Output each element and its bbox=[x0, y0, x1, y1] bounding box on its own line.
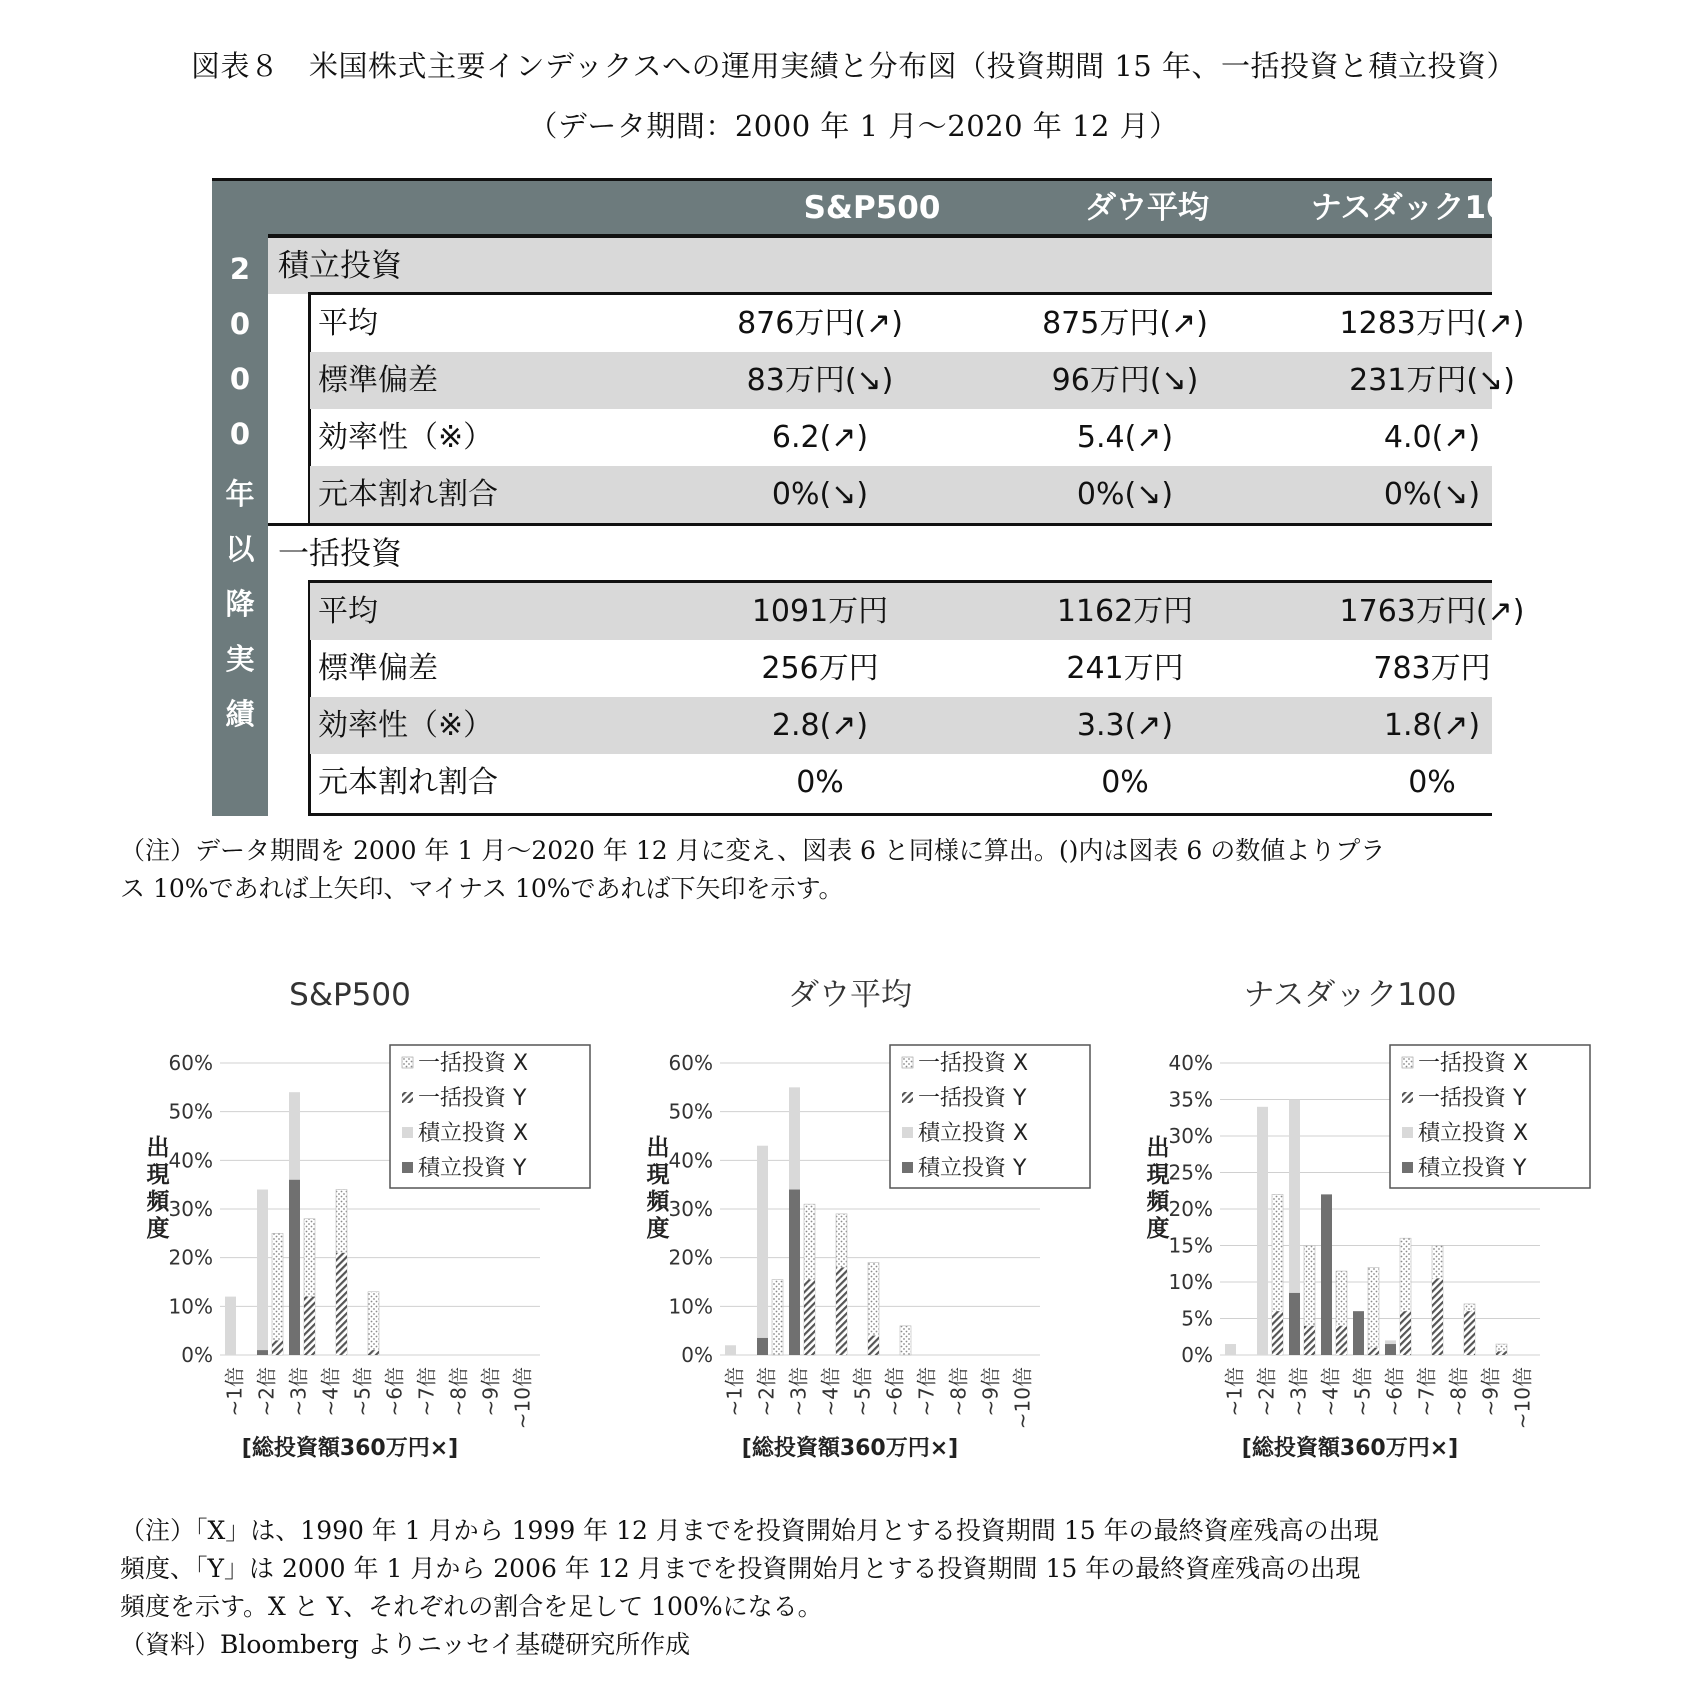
side-label-char: 実 bbox=[225, 642, 255, 676]
x-tick-label: ~10倍 bbox=[510, 1367, 535, 1430]
bar-ikkatsu-y bbox=[1336, 1326, 1347, 1355]
cell: 4.0(↗) bbox=[1383, 420, 1481, 455]
bar-ikkatsu-x bbox=[272, 1233, 283, 1355]
cell: 231万円(↘) bbox=[1349, 363, 1515, 398]
y-axis-label: 頻 bbox=[146, 1189, 170, 1215]
x-tick-label: ~6倍 bbox=[382, 1367, 407, 1417]
x-tick-label: ~1倍 bbox=[1222, 1367, 1247, 1417]
table-row bbox=[310, 352, 1515, 409]
bar-tsumitate-y bbox=[1385, 1344, 1396, 1355]
bar-tsumitate-x bbox=[257, 1190, 268, 1355]
bar-tsumitate-y bbox=[257, 1350, 268, 1355]
x-tick-label: ~5倍 bbox=[350, 1367, 375, 1417]
legend-label: 積立投資 X bbox=[1418, 1121, 1529, 1146]
side-label-char: 0 bbox=[229, 417, 251, 451]
table-row bbox=[310, 697, 1492, 754]
chart-title: ナスダック100 bbox=[1243, 977, 1457, 1013]
x-tick-label: ~3倍 bbox=[1286, 1367, 1311, 1417]
table-note bbox=[120, 832, 1600, 908]
bar-ikkatsu-y bbox=[336, 1253, 347, 1355]
x-tick-label: ~4倍 bbox=[318, 1367, 343, 1417]
side-label-char: 降 bbox=[225, 587, 255, 621]
legend-swatch bbox=[902, 1162, 913, 1173]
bar-ikkatsu-y bbox=[1400, 1311, 1411, 1355]
bar-ikkatsu-x bbox=[772, 1280, 783, 1355]
y-tick-label: 50% bbox=[168, 1099, 213, 1124]
x-tick-label: ~7倍 bbox=[914, 1367, 939, 1417]
x-tick-label: ~2倍 bbox=[254, 1367, 279, 1417]
table-note-line: （注）データ期間を 2000 年 1 月～2020 年 12 月に変え、図表 6 と同様に算出。()内は図表 6 の数値よりプラ bbox=[120, 836, 1386, 865]
legend-label: 一括投資 X bbox=[1418, 1051, 1529, 1076]
x-tick-label: ~8倍 bbox=[446, 1367, 471, 1417]
legend-swatch bbox=[1402, 1127, 1413, 1138]
bar-ikkatsu-y bbox=[836, 1267, 847, 1355]
x-tick-label: ~8倍 bbox=[946, 1367, 971, 1417]
y-tick-label: 50% bbox=[668, 1099, 713, 1124]
bar-tsumitate-y bbox=[289, 1180, 300, 1355]
legend-label: 一括投資 X bbox=[418, 1051, 529, 1076]
row-label: 元本割れ割合 bbox=[318, 477, 498, 512]
y-tick-label: 30% bbox=[1168, 1124, 1213, 1148]
cell: 1.8(↗) bbox=[1383, 708, 1481, 743]
bar-tsumitate-x bbox=[757, 1146, 768, 1355]
bar-tsumitate-y bbox=[1289, 1293, 1300, 1355]
side-label-char: 年 bbox=[225, 477, 255, 511]
chart-note-line: 頻度、「Y」は 2000 年 1 月から 2006 年 12 月までを投資開始月とする投資期間 15 年の最終資産残高の出現 bbox=[120, 1554, 1361, 1583]
legend-swatch bbox=[1402, 1162, 1413, 1173]
x-tick-label: ~2倍 bbox=[754, 1367, 779, 1417]
cell: 1091万円 bbox=[751, 594, 889, 629]
y-axis-label: 出 bbox=[1146, 1135, 1170, 1161]
cell: 783万円 bbox=[1373, 651, 1491, 686]
x-tick-label: ~4倍 bbox=[818, 1367, 843, 1417]
legend-label: 一括投資 X bbox=[918, 1051, 1029, 1076]
side-label-char: 績 bbox=[225, 697, 255, 731]
table-row bbox=[310, 409, 1492, 466]
col-header-dow: ダウ平均 bbox=[1085, 190, 1209, 226]
y-axis-label: 出 bbox=[146, 1135, 170, 1161]
legend-label: 一括投資 Y bbox=[418, 1086, 527, 1111]
y-tick-label: 20% bbox=[168, 1245, 213, 1270]
bar-tsumitate-x bbox=[1257, 1107, 1268, 1355]
x-tick-label: ~3倍 bbox=[786, 1367, 811, 1417]
cell: 2.8(↗) bbox=[771, 708, 869, 743]
y-tick-label: 10% bbox=[168, 1294, 213, 1319]
x-tick-label: ~8倍 bbox=[1446, 1367, 1471, 1417]
bar-ikkatsu-y bbox=[1432, 1278, 1443, 1355]
cell: 96万円(↘) bbox=[1051, 363, 1199, 398]
table-bottom-rule bbox=[310, 813, 1492, 816]
y-tick-label: 0% bbox=[181, 1343, 213, 1367]
side-label-bar bbox=[212, 236, 268, 816]
figure-title: 図表８ 米国株式主要インデックスへの運用実績と分布図（投資期間 15 年、一括投資と積立投資） bbox=[191, 49, 1516, 83]
x-tick-label: ~1倍 bbox=[722, 1367, 747, 1417]
cell: 6.2(↗) bbox=[771, 420, 869, 455]
legend-swatch bbox=[402, 1057, 413, 1068]
y-axis-label: 度 bbox=[146, 1216, 170, 1242]
table-row bbox=[310, 295, 1525, 352]
cell: 241万円 bbox=[1066, 651, 1184, 686]
y-tick-label: 10% bbox=[1168, 1270, 1213, 1294]
table-note-line: ス 10%であれば上矢印、マイナス 10%であれば下矢印を示す。 bbox=[120, 874, 844, 903]
bar-tsumitate-y bbox=[1321, 1194, 1332, 1355]
y-axis-label: 頻 bbox=[1146, 1189, 1170, 1215]
row-label: 平均 bbox=[318, 594, 378, 629]
legend-swatch bbox=[1402, 1092, 1413, 1103]
x-tick-label: ~1倍 bbox=[222, 1367, 247, 1417]
performance-table bbox=[212, 178, 1530, 816]
chart-note bbox=[120, 1512, 1600, 1664]
y-axis-label: 出 bbox=[646, 1135, 670, 1161]
col-header-sp500: S&P500 bbox=[803, 190, 941, 226]
legend-swatch bbox=[902, 1127, 913, 1138]
legend-label: 積立投資 Y bbox=[918, 1156, 1027, 1181]
row-label: 標準偏差 bbox=[318, 651, 438, 686]
legend-label: 積立投資 Y bbox=[418, 1156, 527, 1181]
y-tick-label: 30% bbox=[668, 1197, 713, 1221]
y-axis-label: 度 bbox=[646, 1216, 670, 1242]
cell: 0%(↘) bbox=[1383, 477, 1481, 512]
x-tick-label: ~6倍 bbox=[882, 1367, 907, 1417]
x-tick-label: ~9倍 bbox=[1478, 1367, 1503, 1417]
y-tick-label: 40% bbox=[168, 1148, 213, 1173]
bar-ikkatsu-y bbox=[368, 1350, 379, 1355]
x-tick-label: ~9倍 bbox=[478, 1367, 503, 1417]
cell: 256万円 bbox=[761, 651, 879, 686]
bar-ikkatsu-y bbox=[1304, 1326, 1315, 1355]
x-tick-label: ~5倍 bbox=[850, 1367, 875, 1417]
x-tick-label: ~6倍 bbox=[1382, 1367, 1407, 1417]
chart-note-line: （注）「X」は、1990 年 1 月から 1999 年 12 月までを投資開始月とする投資期間 15 年の最終資産残高の出現 bbox=[120, 1516, 1379, 1545]
x-axis-label: [総投資額360万円×] bbox=[1241, 1436, 1459, 1461]
bar-ikkatsu-y bbox=[272, 1340, 283, 1355]
figure-subtitle: （データ期間：2000 年 1 月～2020 年 12 月） bbox=[528, 109, 1179, 143]
y-tick-label: 20% bbox=[1168, 1197, 1213, 1221]
bar-ikkatsu-y bbox=[1272, 1311, 1283, 1355]
histogram-nasdaq100 bbox=[1140, 960, 1640, 1500]
bar-ikkatsu-y bbox=[304, 1297, 315, 1355]
y-axis-label: 現 bbox=[146, 1162, 170, 1188]
row-label: 平均 bbox=[318, 306, 378, 341]
bar-ikkatsu-y bbox=[1368, 1348, 1379, 1355]
chart-note-line: 頻度を示す。X と Y、それぞれの割合を足して 100%になる。 bbox=[120, 1592, 823, 1621]
bar-ikkatsu-y bbox=[1464, 1311, 1475, 1355]
section-tsumitate: 積立投資 bbox=[268, 238, 1492, 294]
bar-ikkatsu-x bbox=[368, 1292, 379, 1355]
cell: 0% bbox=[1408, 765, 1456, 800]
x-tick-label: ~5倍 bbox=[1350, 1367, 1375, 1417]
legend-swatch bbox=[402, 1162, 413, 1173]
y-tick-label: 40% bbox=[668, 1148, 713, 1173]
y-tick-label: 40% bbox=[1168, 1051, 1213, 1075]
x-tick-label: ~4倍 bbox=[1318, 1367, 1343, 1417]
bar-ikkatsu-y bbox=[804, 1280, 815, 1355]
col-header-nasdaq: ナスダック100 bbox=[1310, 190, 1530, 226]
cell: 0% bbox=[796, 765, 844, 800]
chart-title: ダウ平均 bbox=[788, 977, 912, 1013]
y-tick-label: 0% bbox=[1181, 1343, 1213, 1367]
y-axis-label: 現 bbox=[1146, 1162, 1170, 1188]
y-axis-label: 頻 bbox=[646, 1189, 670, 1215]
legend-label: 積立投資 Y bbox=[1418, 1156, 1527, 1181]
bar-ikkatsu-y bbox=[868, 1336, 879, 1355]
side-label-char: 2 bbox=[229, 252, 251, 286]
bar-tsumitate-x bbox=[725, 1345, 736, 1355]
bar-tsumitate-x bbox=[1225, 1344, 1236, 1355]
row-label: 元本割れ割合 bbox=[318, 765, 498, 800]
table-row bbox=[310, 583, 1525, 640]
row-label: 効率性（※） bbox=[318, 708, 494, 743]
table-header bbox=[212, 181, 1530, 236]
legend-label: 積立投資 X bbox=[918, 1121, 1029, 1146]
x-axis-label: [総投資額360万円×] bbox=[241, 1436, 459, 1461]
y-tick-label: 15% bbox=[1168, 1233, 1213, 1258]
side-label-char: 0 bbox=[229, 307, 251, 341]
side-label-char: 0 bbox=[229, 362, 251, 396]
legend-swatch bbox=[402, 1127, 413, 1138]
y-axis-label: 度 bbox=[1146, 1216, 1170, 1242]
legend-swatch bbox=[902, 1092, 913, 1103]
source-line: （資料）Bloomberg よりニッセイ基礎研究所作成 bbox=[120, 1630, 691, 1659]
x-tick-label: ~7倍 bbox=[414, 1367, 439, 1417]
table-row bbox=[310, 754, 1492, 811]
bar-ikkatsu-x bbox=[900, 1326, 911, 1355]
cell: 1763万円(↗) bbox=[1339, 594, 1525, 629]
legend-label: 一括投資 Y bbox=[1418, 1086, 1527, 1111]
x-tick-label: ~10倍 bbox=[1510, 1367, 1535, 1430]
bar-tsumitate-y bbox=[1353, 1311, 1364, 1355]
bar-ikkatsu-x bbox=[1368, 1267, 1379, 1355]
y-tick-label: 20% bbox=[668, 1245, 713, 1270]
x-tick-label: ~9倍 bbox=[978, 1367, 1003, 1417]
bar-tsumitate-x bbox=[225, 1297, 236, 1355]
y-tick-label: 0% bbox=[681, 1343, 713, 1367]
cell: 3.3(↗) bbox=[1076, 708, 1174, 743]
bar-tsumitate-y bbox=[789, 1190, 800, 1355]
cell: 1283万円(↗) bbox=[1339, 306, 1525, 341]
section-ikkatsu: 一括投資 bbox=[278, 536, 402, 572]
y-tick-label: 10% bbox=[668, 1294, 713, 1319]
bar-tsumitate-y bbox=[757, 1338, 768, 1355]
legend-label: 積立投資 X bbox=[418, 1121, 529, 1146]
x-tick-label: ~7倍 bbox=[1414, 1367, 1439, 1417]
x-axis-label: [総投資額360万円×] bbox=[741, 1436, 959, 1461]
cell: 1162万円 bbox=[1056, 594, 1194, 629]
histogram-sp500 bbox=[140, 960, 640, 1500]
bar-ikkatsu-y bbox=[1496, 1351, 1507, 1355]
cell: 875万円(↗) bbox=[1042, 306, 1208, 341]
y-tick-label: 60% bbox=[168, 1051, 213, 1075]
cell: 0% bbox=[1101, 765, 1149, 800]
row-label: 標準偏差 bbox=[318, 363, 438, 398]
cell: 0%(↘) bbox=[1076, 477, 1174, 512]
y-tick-label: 35% bbox=[1168, 1087, 1213, 1112]
legend-label: 一括投資 Y bbox=[918, 1086, 1027, 1111]
histogram-dow bbox=[640, 960, 1140, 1500]
row-label: 効率性（※） bbox=[318, 420, 494, 455]
chart-title: S&P500 bbox=[289, 977, 411, 1013]
y-tick-label: 5% bbox=[1181, 1306, 1213, 1331]
cell: 83万円(↘) bbox=[746, 363, 894, 398]
y-tick-label: 60% bbox=[668, 1051, 713, 1075]
side-label-char: 以 bbox=[225, 532, 255, 566]
y-tick-label: 30% bbox=[168, 1197, 213, 1221]
x-tick-label: ~2倍 bbox=[1254, 1367, 1279, 1417]
cell: 876万円(↗) bbox=[737, 306, 903, 341]
cell: 0%(↘) bbox=[771, 477, 869, 512]
table-row bbox=[310, 466, 1492, 523]
legend-swatch bbox=[402, 1092, 413, 1103]
legend-swatch bbox=[902, 1057, 913, 1068]
cell: 5.4(↗) bbox=[1076, 420, 1174, 455]
y-axis-label: 現 bbox=[646, 1162, 670, 1188]
legend-swatch bbox=[1402, 1057, 1413, 1068]
table-row bbox=[310, 640, 1492, 697]
x-tick-label: ~3倍 bbox=[286, 1367, 311, 1417]
y-tick-label: 25% bbox=[1168, 1160, 1213, 1185]
x-tick-label: ~10倍 bbox=[1010, 1367, 1035, 1430]
